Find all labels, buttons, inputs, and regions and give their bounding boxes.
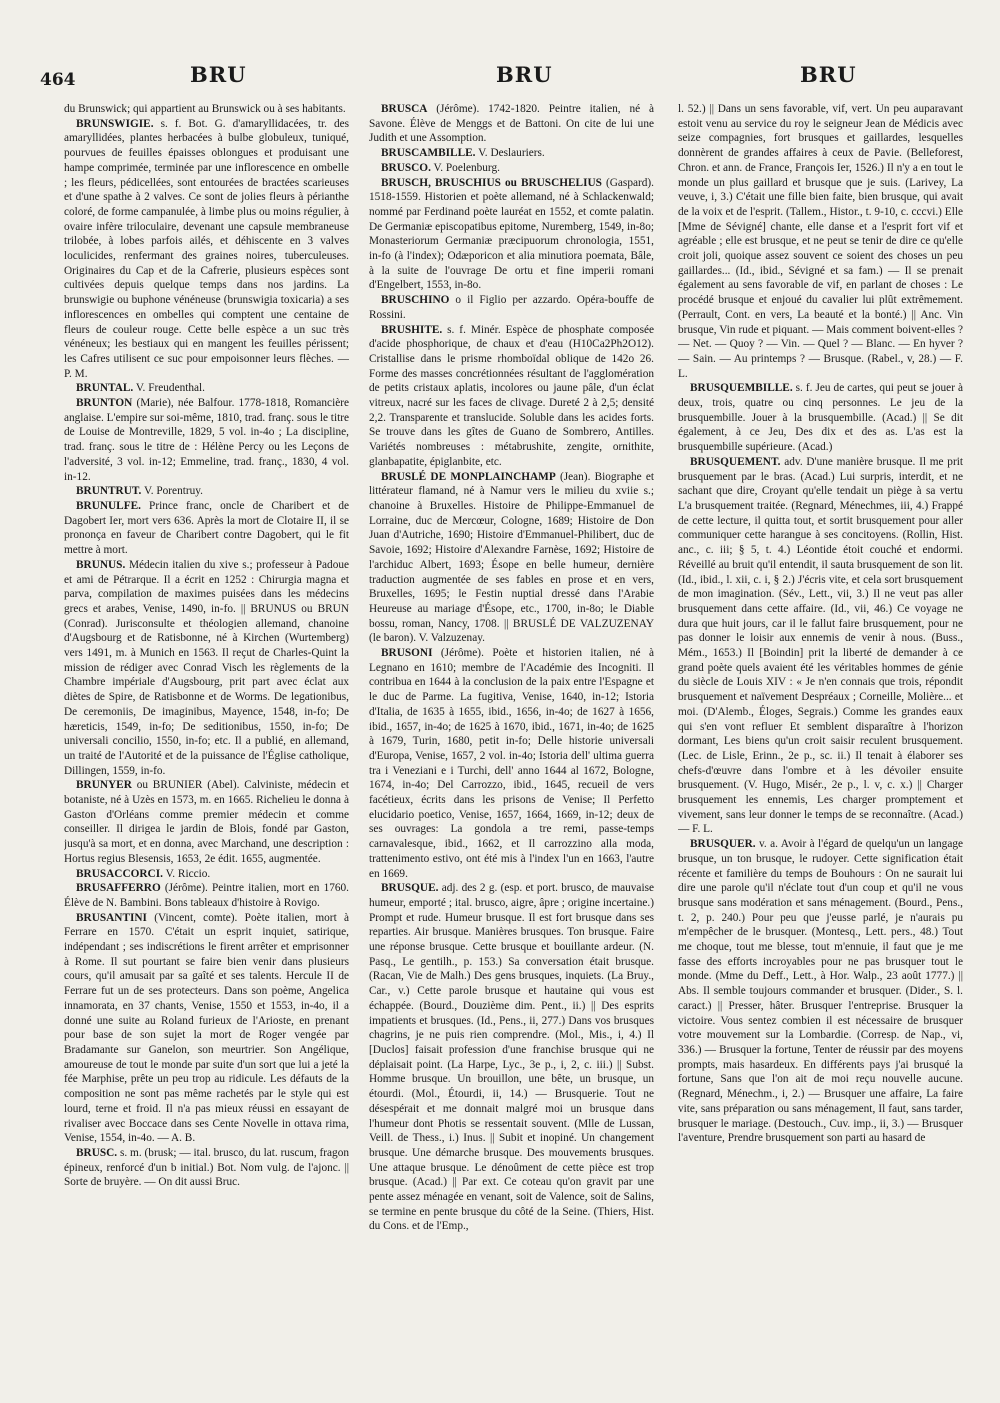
entry-headword: BRUNYER xyxy=(76,779,132,792)
entry-text: V. Porentruy. xyxy=(144,485,204,498)
entry-text: (Vincent, comte). Poète italien, mort à Ferrare en 1570. C'était un esprit inquiet, satirique, indépendant ; ses indiscrétions le firent arrêter et emprisonner à Rome. Il sut pourtant se faire bien venir dans plusieurs cours, qu'il amusait par sa gaîté et ses talents. Hercule II de Ferrare fut un de ses protecteurs. Dans son poème, Angelica innamorata, en 37 chants, Venise, 1550 et 1553, in-4o, il a donné une suite au Roland furieux de l'Arioste, en prenant pour base de son sujet la mort de Roger vengée par Bradamante sur Ganelon, son meurtrier. Son Angélique, amoureuse de tout le monde par suite d'un sort que lui a jeté la fée Marphise, prête un peu trop au ridicule. Les défauts de la composition ne sont pas même rachetés par le style qui est lourd, terne et froid. Il n'a pas mieux réussi en essayant de rivaliser avec Boccace dans ses Cente Novelle in ottava rima, Venise, 1554, in-4o. — A. B. xyxy=(64,911,349,1145)
dictionary-entry xyxy=(678,455,963,837)
entry-text: adv. D'une manière brusque. Il me prit brusquement par le bras. (Acad.) Lui surpris, interdit, et ne sachant que dire, Croyant qu'elle tendait un piège à sa vertu L'a brusquement traitée. (Regnard, Ménechmes, iii, 4.) Frappé de cette lecture, il quitta tout, et sortit brusquement pour aller communiquer cette harangue à ses concitoyens. (Rollin, Hist. anc., c. iii; § 5, t. 4.) Léontide étoit couché et endormi. Réveillé au bruit qu'il entendit, il sauta brusquement de son lit. (Id., ibid., l. xii, c. i, § 2.) J'écris vite, et cela sort brusquement de mon imagination. (Sév., Lett., vii, 3.) Il ne veut pas aller brusquement dans cette affaire. (Id., vii, 46.) Ce voyage ne dura que huit jours, car il le fallut faire brusquement, pour ne pas donner le loisir aux ennemis de venir à nous. (Buss., Mém., 1653.) Il [Boindin] prit la liberté de demander à ce grand poète quels avaient été les véritables hommes de génie du siècle de Louis XIV : « Je n'en connais que trois, répondit brusquement et naïvement Despréaux ; Corneille, Molière... et moi. (D'Alemb., Éloges, Segrais.) Comme les grandes eaux qui s'en vont refluer Et semblent disparaître à l'horizon dormant, Les biens qu'un croit saisir reculent brusquement. (Lec. de Lisle, Erinn., 2e p., sc. ii.) Il tenait à élaborer ses chefs-d'œuvre dans l'ombre et à les dévoiler ensuite brusquement. (V. Hugo, Misér., 2e p., l. v, c. x.) || Charger brusquement les ennemis, Les charger promptement et vivement, sans leur donner le temps de se reconnaître. (Acad.) — F. L. xyxy=(678,455,963,836)
entry-text: adj. des 2 g. (esp. et port. brusco, de mauvaise humeur, emporté ; ital. brusco, aigre, âpre ; origine incertaine.) Prompt et rude. Humeur brusque. Il est fort brusque dans ses reparties. Air brusque. Manières brusques. Ton brusque. Faire une réponse brusque. Cette brusque et bouillante ardeur. (N. Pasq., Le gentilh., p. 153.) Sa conversation était brusque. (Racan, Vie de Malh.) Des gens brusques, inquiets. (La Bruy., Car., v.) Cette parole brusque et hautaine qui vous est échappée. (Bourd., Douzième dim. Pent., ii.) || Des esprits impatients et brusques. (Id., Pens., ii, 277.) Dans vos brusques chagrins, je ne puis rien comprendre. (Mol., Mis., i, 4.) Il [Duclos] faisait profession d'une franchise brusque qui ne déplaisait point. (La Harpe, Lyc., 3e p., i, 2, c. iii.) || Subst. Homme brusque. Un brouillon, une bête, un brusque, un étourdi. (Mol., Étourdi, ii, 14.) — Brusquerie. Tout ne désespérait et me donnait malgré moi un brusque dans l'humeur dont Photis se ressentait souvent. (Mlle de Lussan, Veill. de Thess., i.) Inus. || Subit et inopiné. Un changement brusque. Une démarche brusque. Des mouvements brusques. Une attaque brusque. Le dénoûment de cette pièce est trop brusque. (Acad.) || Par ext. Ce coteau qu'on gravit par une pente assez ménagée en venant, soit de Valence, soit de Salins, se termine en pente brusque du côté de la Seine. (Thiers, Hist. du Cons. et de l'Emp., xyxy=(369,882,654,1233)
dictionary-entry xyxy=(369,323,654,470)
dictionary-entry xyxy=(369,161,654,176)
entry-headword: BRUNUS. xyxy=(76,558,126,571)
entry-headword: BRUSHITE. xyxy=(381,323,443,336)
dictionary-entry xyxy=(64,102,349,117)
dictionary-entry xyxy=(678,381,963,455)
entry-headword: BRUNSWIGIE. xyxy=(76,117,154,130)
dictionary-entry xyxy=(64,1146,349,1190)
entry-headword: BRUSLÉ DE MONPLAINCHAMP xyxy=(381,470,556,483)
dictionary-entry xyxy=(64,484,349,499)
entry-headword: BRUSC. xyxy=(76,1146,118,1159)
entry-text: du Brunswick; qui appartient au Brunswick ou à ses habitants. xyxy=(64,103,346,115)
entry-text: v. a. Avoir à l'égard de quelqu'un un langage brusque, un ton brusque, le rudoyer. Cette signification était récente et familière du temps de Bouhours : On ne saurait lui dire une parole qu'il n'éclate tout d'un coup et qu'il ne vous brusque sans modération et sans ménagement. (Bourd., Pens., t. 2, p. 240.) Pour peu que j'eusse parlé, je n'aurais pu m'empêcher de le brusquer. (Montesq., Lett. pers., 48.) Tout me choque, tout me blesse, tout m'ennuie, il faut que je me fasse des efforts incroyables pour ne pas brusquer tout le monde. (Mme du Deff., Lett., à Hor. Walp., 23 août 1777.) || Abs. Il semble toujours commander et brusquer. (Dider., S. l. caract.) || Presser, hâter. Brusquer l'entreprise. Brusquer la victoire. Vous sentez combien il est nécessaire de brusquer votre mouvement sur la Lombardie. (Corresp. de Nap., vi, 336.) — Brusquer la fortune, Tenter de réussir par des moyens prompts, mais hasardeux. En différents pays j'ai brusqué la fortune, Sans que l'on ait de moi reçu nouvelle aucune. (Regnard, Ménechm., i, 2.) — Brusquer une affaire, La faire vite, sans préparation ou sans ménagement, Il faut, sans tarder, brusquer le mariage. (Destouch., Cuv. imp., ii, 3.) — Brusquer l'aventure, Prendre brusquement son parti au hasard de xyxy=(678,838,963,1145)
entry-headword: BRUSONI xyxy=(381,647,433,660)
dictionary-entry xyxy=(64,881,349,910)
entry-text: V. Riccio. xyxy=(165,867,211,880)
entry-text: V. Freudenthal. xyxy=(135,382,205,395)
entry-text: (Jérôme). Peintre italien, mort en 1760. Élève de N. Bambini. Bons tableaux d'histoire à Rovigo. xyxy=(64,882,349,909)
entry-text: ou BRUNIER (Abel). Calviniste, médecin et botaniste, né à Uzès en 1573, m. en 1665. Richelieu le donna à Gaston d'Orléans comme premier médecin et comme conseiller. Il dirigea le jardin de Blois, fondé par Gaston, jusqu'à sa mort, et en donna, avec Marchand, une description : Hortus regius Blesensis, 1653, 2e édit. 1655, augmentée. xyxy=(64,779,349,865)
dictionary-entry xyxy=(64,778,349,866)
entry-text: s. m. (brusk; — ital. brusco, du lat. ruscum, fragon épineux, renforcé d'un b initial.) Bot. Nom vulg. de l'ajonc. || Sorte de bruyère. — On dit aussi Bruc. xyxy=(64,1146,349,1189)
entry-headword: BRUNTRUT. xyxy=(76,485,142,498)
dictionary-entry xyxy=(678,837,963,1146)
entry-headword: BRUSCAMBILLE. xyxy=(381,147,476,160)
entry-headword: BRUSANTINI xyxy=(76,911,147,924)
entry-text: s. f. Minér. Espèce de phosphate composée d'acide phosphorique, de chaux et d'eau (H10Ca2Ph2O12). Cristallise dans le prisme rhomboïdal oblique de 142o 26. Forme des masses concrétionnées résultant de l'agglomération de petits cristaux aplatis, incolores ou jaune pâle, d'un éclat vitreux, nacré sur les faces de clivage. Dureté 2 à 2,5; densité 2,2. Transparente et translucide. Soluble dans les acides forts. Se trouve dans les gîtes de Guano de Sombrero, Antilles. Variétés nombreuses : métabrushite, zengite, ornithite, glanbapatite, épiglanbite, etc. xyxy=(369,323,654,468)
entry-text: o il Figlio per azzardo. Opéra-bouffe de Rossini. xyxy=(369,294,654,321)
entry-headword: BRUSACCORCI. xyxy=(76,867,163,880)
page-number: 464 xyxy=(40,70,76,90)
column-3 xyxy=(678,102,963,1392)
entry-text: l. 52.) || Dans un sens favorable, vif, vert. Un peu auparavant estoit venu au service du roy le seigneur Jean de Médicis avec seize compagnies, fort brusques et gaillardes, lesquelles donnèrent de grandes affaires à ceux de Pavie. (Belleforest, Chron. et ann. de France, François Ier, 1526.) Il n'y a en tout le monde un plus gaillard et brusque que je suis. (Larivey, La veuve, i, 3.) C'était une fille bien faite, bien brusque, qui avait de la voix et de l'esprit. (Tallem., Histor., t. 9-10, c. cccvi.) Elle [Mme de Sévigné] chante, elle danse et a l'esprit fort vif et agréable ; elle est brusque, et ne peut se tenir de dire ce qu'elle croit joli, quoique assez souvent ce soient des choses un peu gaillardes... (Id., ibid., Sévigné et sa fam.) — Il se prenait également au sens favorable de vif, en parlant de choses : Le procédé brusque et enjoué du cavalier lui plût extrêmement. (Perrault, Cont. en vers, La beauté et la bonté.) || Anc. Vin brusque, Vin rude et piquant. — Mais comment boivent-elles ? — Net. — Quoy ? — Vin. — Quel ? — Blanc. — En hyver ? — Sain. — Au printemps ? — Brusque. (Rabel., v, 28.) — F. L. xyxy=(678,103,963,380)
column-2 xyxy=(369,102,654,1392)
column-1 xyxy=(64,102,349,1392)
entry-headword: BRUNULFE. xyxy=(76,499,141,512)
entry-headword: BRUSCA xyxy=(381,103,428,115)
dictionary-entry xyxy=(369,146,654,161)
entry-headword: BRUSQUEMBILLE. xyxy=(690,382,793,395)
entry-text: Médecin italien du xive s.; professeur à Padoue et ami de Pétrarque. Il a écrit en 1252 : Chirurgia magna et parva, compilation de maximes puisées dans les médecins grecs et arabes, Venise, 1490, in-fo. || BRUNUS ou BRUN (Conrad). Jurisconsulte et théologien allemand, chanoine d'Augsbourg et de Ratisbonne, né à Kirchen (Wurtemberg) vers 1491, m. à Munich en 1563. Il reçut de Charles-Quint la mission de rédiger avec Conrad Visch les règlements de la Chambre impériale d'Augsbourg, prit part avec éclat aux diètes de Spire, de Ratisbonne et de Worms. De legationibus, De ceremoniis, De imaginibus, Mayence, 1548, in-fo; De hæreticis, 1549, in-fo; De seditionibus, 1550, in-fo; De universali concilio, 1550, in-fo; etc. Il a publié, en allemand, un traité de l'Autorité et de la puissance de l'Église catholique, Dillingen, 1559, in-fo. xyxy=(64,558,349,777)
dictionary-entry xyxy=(64,867,349,882)
entry-text: (Marie), née Balfour. 1778-1818, Romancière anglaise. L'empire sur soi-même, 1810, trad. franç. sous le titre de Louise de Montreville, 1829, 5 vol. in-4o ; La discipline, trad. franç. sous le titre de : Hélène Percy ou les Leçons de l'adversité, 3 vol. in-12; Emmeline, trad. franç., 1830, 4 vol. in-12. xyxy=(64,397,349,483)
entry-headword: BRUNTAL. xyxy=(76,382,134,395)
entry-headword: BRUSCHINO xyxy=(381,294,450,307)
entry-headword: BRUSQUE. xyxy=(381,882,439,895)
dictionary-entry xyxy=(369,881,654,1234)
entry-headword: BRUSCH, BRUSCHIUS ou BRUSCHELIUS xyxy=(381,176,602,189)
entry-text: V. Poelenburg. xyxy=(433,161,500,174)
entry-text: (Jérôme). 1742-1820. Peintre italien, né à Savone. Élève de Menggs et de Battoni. On cite de lui une Judith et une Assomption. xyxy=(369,103,654,145)
entry-text: (Gaspard). 1518-1559. Historien et poète allemand, né à Schlackenwald; nommé par Ferdinand poète lauréat en 1552, et comte palatin. De Germaniæ episcopatibus epitome, Nuremberg, 1549, in-8o; Monasteriorum Germaniæ præcipuorum chronologia, 1551, in-fo (à l'index); Odæporicon et alia minutiora poemata, Bâle, à la suite de l'ouvrage De ortu et fine imperii romani d'Engelbert, 1553, in-8o. xyxy=(369,176,654,292)
dictionary-entry xyxy=(369,293,654,322)
dictionary-entry xyxy=(369,176,654,294)
dictionary-entry xyxy=(64,396,349,484)
entry-headword: BRUSCO. xyxy=(381,161,431,174)
dictionary-entry xyxy=(369,470,654,646)
dictionary-entry xyxy=(678,102,963,381)
dictionary-entry xyxy=(64,499,349,558)
entry-headword: BRUSQUER. xyxy=(690,838,756,851)
dictionary-entry xyxy=(64,381,349,396)
running-head-middle: BRU xyxy=(496,62,553,87)
entry-text: V. Deslauriers. xyxy=(478,147,545,160)
dictionary-entry xyxy=(369,646,654,881)
entry-text: Prince franc, oncle de Charibert et de Dagobert Ier, mort vers 636. Après la mort de Clotaire II, il se prononça en faveur de Charibert contre Dagobert, qui le fit mettre à mort. xyxy=(64,499,349,557)
entry-text: (Jérôme). Poète et historien italien, né à Legnano en 1610; membre de l'Académie des Incogniti. Il contribua en 1644 à la conclusion de la paix entre l'Espagne et le duc de Parme. La fugitiva, Venise, 1640, in-12; Istoria d'Italia, de 1635 à 1655, ibid., 1656, in-4o; de 1627 à 1656, ibid., 1657, in-4o; de 1625 à 1670, ibid., 1671, in-4o; de 1625 à 1679, Turin, 1680, petit in-fo; Delle historie universali d'Europa, Venise, 1657, 2 vol. in-4o; Istoria dell' ultima guerra tra i Veneziani e i Turchi, dell' anno 1644 al 1672, Bologne, 1674, in-4o; Del Carrozzo, ibid., 1645, recueil de vers facétieux, écrits dans les prisons de Venise; Il Perfetto elucidario poetico, Venise, 1657, 1664, 1669, in-12; deux de ses ouvrages: La gondola a tre remi, passe-temps carnavalesque, ibid., 1662, et Il carrozzino alla moda, trattenimento estivo, ont été mis à l'index l'un en 1663, l'autre en 1669. xyxy=(369,647,654,880)
entry-text: (Jean). Biographe et littérateur flamand, né à Namur vers le milieu du xviie s.; chanoine à Bruxelles. Histoire de Philippe-Emmanuel de Lorraine, duc de Mercœur, Cologne, 1689; Histoire de Don Juan d'Autriche, 1690; Histoire d'Emmanuel-Philibert, duc de Savoie, 1692; Histoire d'Alexandre Farnèse, 1692; Histoire de l'archiduc Albert, 1693; Ésope en belle humeur, dernière traduction augmentée de ses fables en prose et en vers, Bruxelles, 1695; le Festin nuptial dressé dans l'Arabie Heureuse au mariage d'Ésope, etc., 1700, in-8o; le Diable bossu, roman, Nancy, 1708. || BRUSLÉ DE VALZUZENAY (le baron). V. Valzuzenay. xyxy=(369,470,654,645)
dictionary-entry xyxy=(64,911,349,1146)
entry-headword: BRUSAFFERRO xyxy=(76,882,161,895)
entry-text: s. f. Jeu de cartes, qui peut se jouer à deux, trois, quatre ou cinq personnes. Le jeu de la brusquembille. Jouer à la brusquembille. (Acad.) || Se dit également, à ce Jeu, Des dix et des as. L'as est la brusquembille supérieure. (Acad.) xyxy=(678,382,963,454)
running-head-right: BRU xyxy=(800,62,857,87)
entry-headword: BRUNTON xyxy=(76,397,133,410)
entry-text: s. f. Bot. G. d'amaryllidacées, tr. des amaryllidées, plantes herbacées à bulbe globuleux, tuniqué, pourvues de feuilles épaisses oblongues et produisant une hampe comprimée, terminée par une inflorescence en ombelle ; les fleurs, pédicellées, sont entourées de bractées scarieuses et d'une spathe à 2 valves. Ce sont de jolies fleurs à périanthe coloré, de forme campanulée, à limbe plus ou moins régulier, à ovaire infère triloculaire, devenant une capsule membraneuse trilobée, à lobes parfois ailés, et déhiscente en 3 valves loculicides, renfermant des graines noires, tuberculeuses. Originaires du Cap et de la Cafrerie, plusieurs espèces sont cultivées depuis quelque temps dans nos jardins. La brunswigie ou buphone vénéneuse (brunswigia toxicaria) a ses inflorescences en ombelles qui comptent une centaine de fleurs de couleur rouge. Cette belle espèce a un suc très vénéneux; les bestiaux qui en mangent les feuilles périssent; les Cafres utilisent ce suc pour empoisonner leurs flèches. — P. M. xyxy=(64,117,349,380)
dictionary-entry xyxy=(369,102,654,146)
dictionary-entry xyxy=(64,117,349,382)
dictionary-entry xyxy=(64,558,349,779)
entry-headword: BRUSQUEMENT. xyxy=(690,455,781,468)
running-head-left: BRU xyxy=(190,62,247,87)
